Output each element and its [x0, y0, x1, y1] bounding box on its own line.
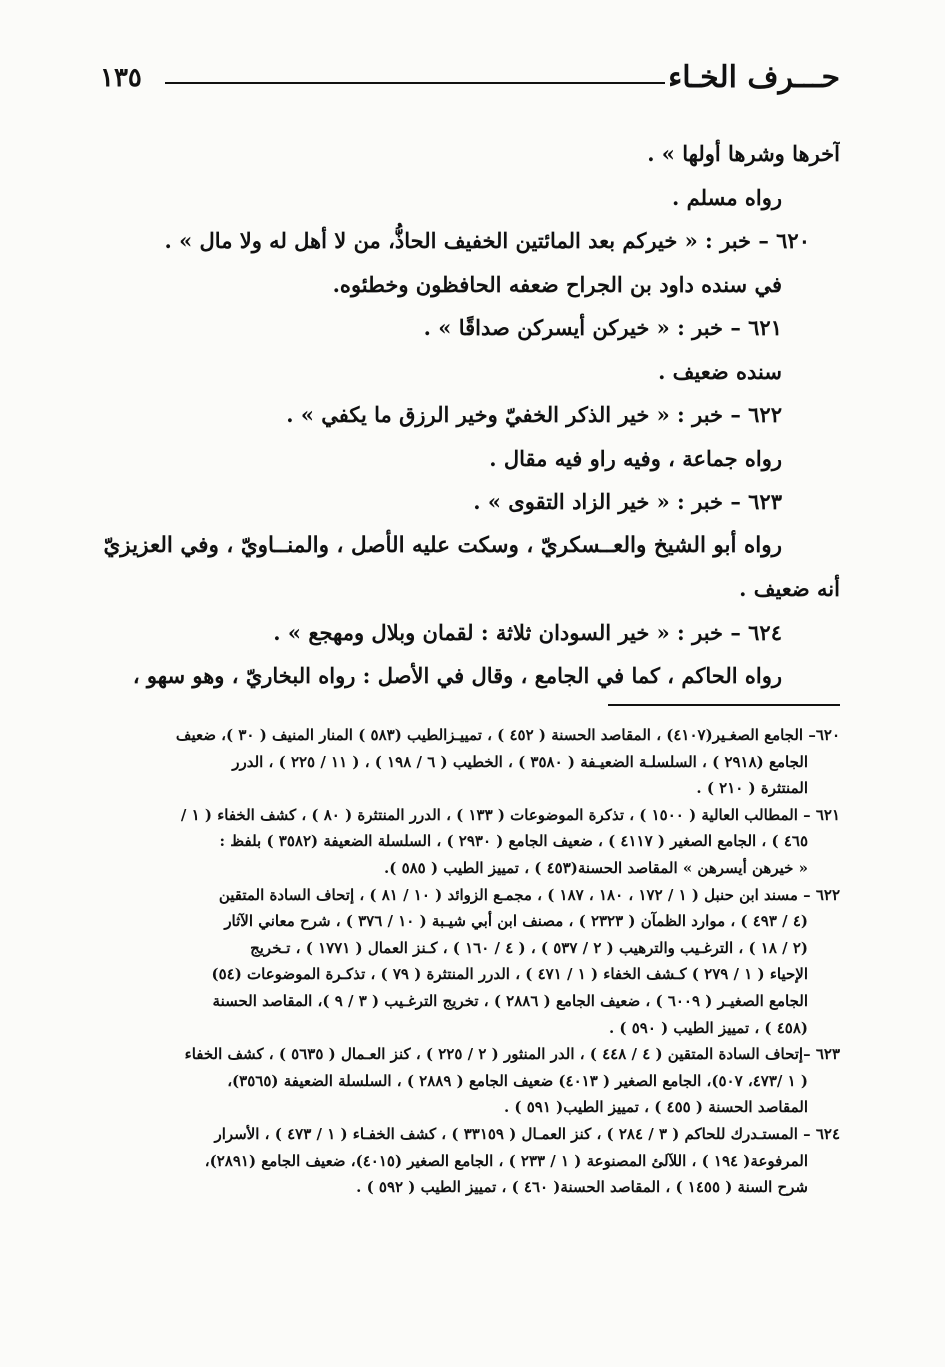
page-header [100, 58, 840, 102]
footnote-622: ٦٢٢ – مسند ابن حنبل ( ١ / ١٧٢ ، ١٨٠ ، ١٨٧ ) ، مجمـع الزوائد ( ١٠ / ٨١ ) ، إتحاف السادة المتقين [218, 885, 840, 904]
main-text [100, 132, 840, 698]
main-line: آخرها وشرها أولها » . [647, 141, 840, 166]
page-number: ١٣٥ [100, 63, 142, 93]
footnote-line: (٢ / ١٨ ) ، الترغـيب والترهيب ( ٢ / ٥٣٧ ) ، ( ٤ / ١٦٠ ) ، كـنز العمال ( ١٧٧١ ) ، تـخريج [250, 938, 808, 957]
footnote-line: الجامع الصغيـر ( ٦٠٠٩ ) ، ضعيف الجامع ( ٢٨٨٦ ) ، تخريج الترغـيب ( ٣ / ٩ )، المقاصد الحسنة [212, 991, 808, 1010]
main-line: في سنده داود بن الجراح ضعفه الحافظون وخطئوه. [332, 271, 782, 297]
chapter-title: حـــرف الخـاء [668, 60, 840, 95]
footnote-line: المنتثرة ( ٢١٠ ) . [696, 779, 808, 798]
main-line: أنه ضعيف . [739, 576, 840, 601]
footnote-line: « خيرهن أيسرهن » المقاصد الحسنة(٤٥٣ ) ، تمييز الطيب ( ٥٨٥ ). [384, 858, 808, 877]
footnote-line: شرح السنة ( ١٤٥٥ ) ، المقاصد الحسنة( ٤٦٠ ) ، تمييز الطيب ( ٥٩٢ ) . [356, 1178, 808, 1197]
hadith-entry-621: ٦٢١ – خبر : « خيركن أيسركن صداقًا » . [423, 315, 782, 340]
main-line: سنده ضعيف . [658, 358, 782, 384]
footnote-620: ٦٢٠– الجامع الصغـير(٤١٠٧) ، المقاصد الحسنة ( ٤٥٢ ) ، تمييـزالطيب (٥٨٣ ) المنار المنيف ( ٣٠ )، ضعيف [175, 726, 840, 744]
footnote-rule [608, 704, 840, 706]
header-rule [165, 82, 665, 84]
footnote-624: ٦٢٤ – المستـدرك للحاكم ( ٣ / ٢٨٤ ) ، كنز العمـال ( ٣٣١٥٩ ) ، كشف الخفـاء ( ١ / ٤٧٣ ) ، الأسرار [214, 1124, 840, 1143]
main-line: رواه مسلم . [672, 184, 782, 210]
footnote-line: (٤٥٨ ) ، تمييز الطيب ( ٥٩٠ ) . [608, 1018, 808, 1037]
footnote-line: المرفوعة( ١٩٤ ) ، اللآلئ المصنوعة ( ١ / ٢٣٣ ) ، الجامع الصغير (٤٠١٥)، ضعيف الجامع (٢٨٩١)، [204, 1151, 808, 1170]
hadith-entry-623: ٦٢٣ – خبر : « خير الزاد التقوى » . [473, 489, 782, 514]
footnote-line: ( ١ /٤٧٣، ٥٠٧)، الجامع الصغير ( ٤٠١٣) ضعيف الجامع ( ٢٨٨٩ ) ، السلسلة الضعيفة (٣٥٦٥)، [227, 1071, 808, 1090]
footnote-line: الإحياء ( ١ / ٢٧٩ ) كـشف الخفاء ( ١ / ٤٧١ ) ، الدرر المنتثرة ( ٧٩ ) ، تذكـرة الموضوعات (٥٤) [211, 965, 808, 984]
footnotes [100, 722, 840, 1201]
main-line: رواه جماعة ، وفيه راو فيه مقال . [489, 445, 782, 471]
footnote-line: المقاصد الحسنة ( ٤٥٥ ) ، تمييز الطيب( ٥٩١ ) . [503, 1098, 808, 1117]
footnote-line: ٤٦٥ ) ، الجامع الصغير ( ٤١١٧ ) ، ضعيف الجامع ( ٢٩٣٠ ) ، السلسلة الضعيفة (٣٥٨٢ ) بلفظ : [219, 832, 808, 851]
main-line: رواه أبو الشيخ والعــسكريّ ، وسكت عليه الأصل ، والمنــاويّ ، وفي العزيزيّ [103, 532, 782, 558]
footnote-621: ٦٢١ – المطالب العالية ( ١٥٠٠ ) ، تذكرة الموضوعات ( ١٣٣ ) ، الدرر المنتثرة ( ٨٠ ) ، كشف الخفاء ( ١ / [180, 805, 840, 824]
hadith-entry-624: ٦٢٤ – خبر : « خير السودان ثلاثة : لقمان وبلال ومهجع » . [273, 619, 782, 645]
footnote-623: ٦٢٣ –إتحاف السادة المتقين ( ٤ / ٤٤٨ ) ، الدر المنثور ( ٢ / ٢٢٥ ) ، كنز العـمال ( ٥٦٣٥ ) ، كشف الخفاء [184, 1045, 840, 1064]
footnote-line: الجامع (٢٩١٨ ) ، السلسلـة الضعيـفة ( ٣٥٨٠ ) ، الخطيب ( ٦ / ١٩٨ ) ، ( ١١ / ٢٢٥ ) ، الدرر [232, 752, 808, 771]
hadith-entry-622: ٦٢٢ – خبر : « خير الذكر الخفيّ وخير الرزق ما يكفي » . [286, 402, 782, 427]
footnote-line: (٤ / ٤٩٣ ) ، موارد الظمآن ( ٢٣٢٣ ) ، مصنف ابن أبي شيـبة ( ١٠ / ٣٧٦ ) ، شرح معاني الآثار [224, 912, 808, 931]
main-line: رواه الحاكم ، كما في الجامع ، وقال في الأصل : رواه البخاريّ ، وهو سهو ، [132, 663, 782, 688]
hadith-entry-620: ٦٢٠ – خبر : « خيركم بعد المائتين الخفيف الحاذُّ، من لا أهل له ولا مال » . [164, 228, 810, 253]
